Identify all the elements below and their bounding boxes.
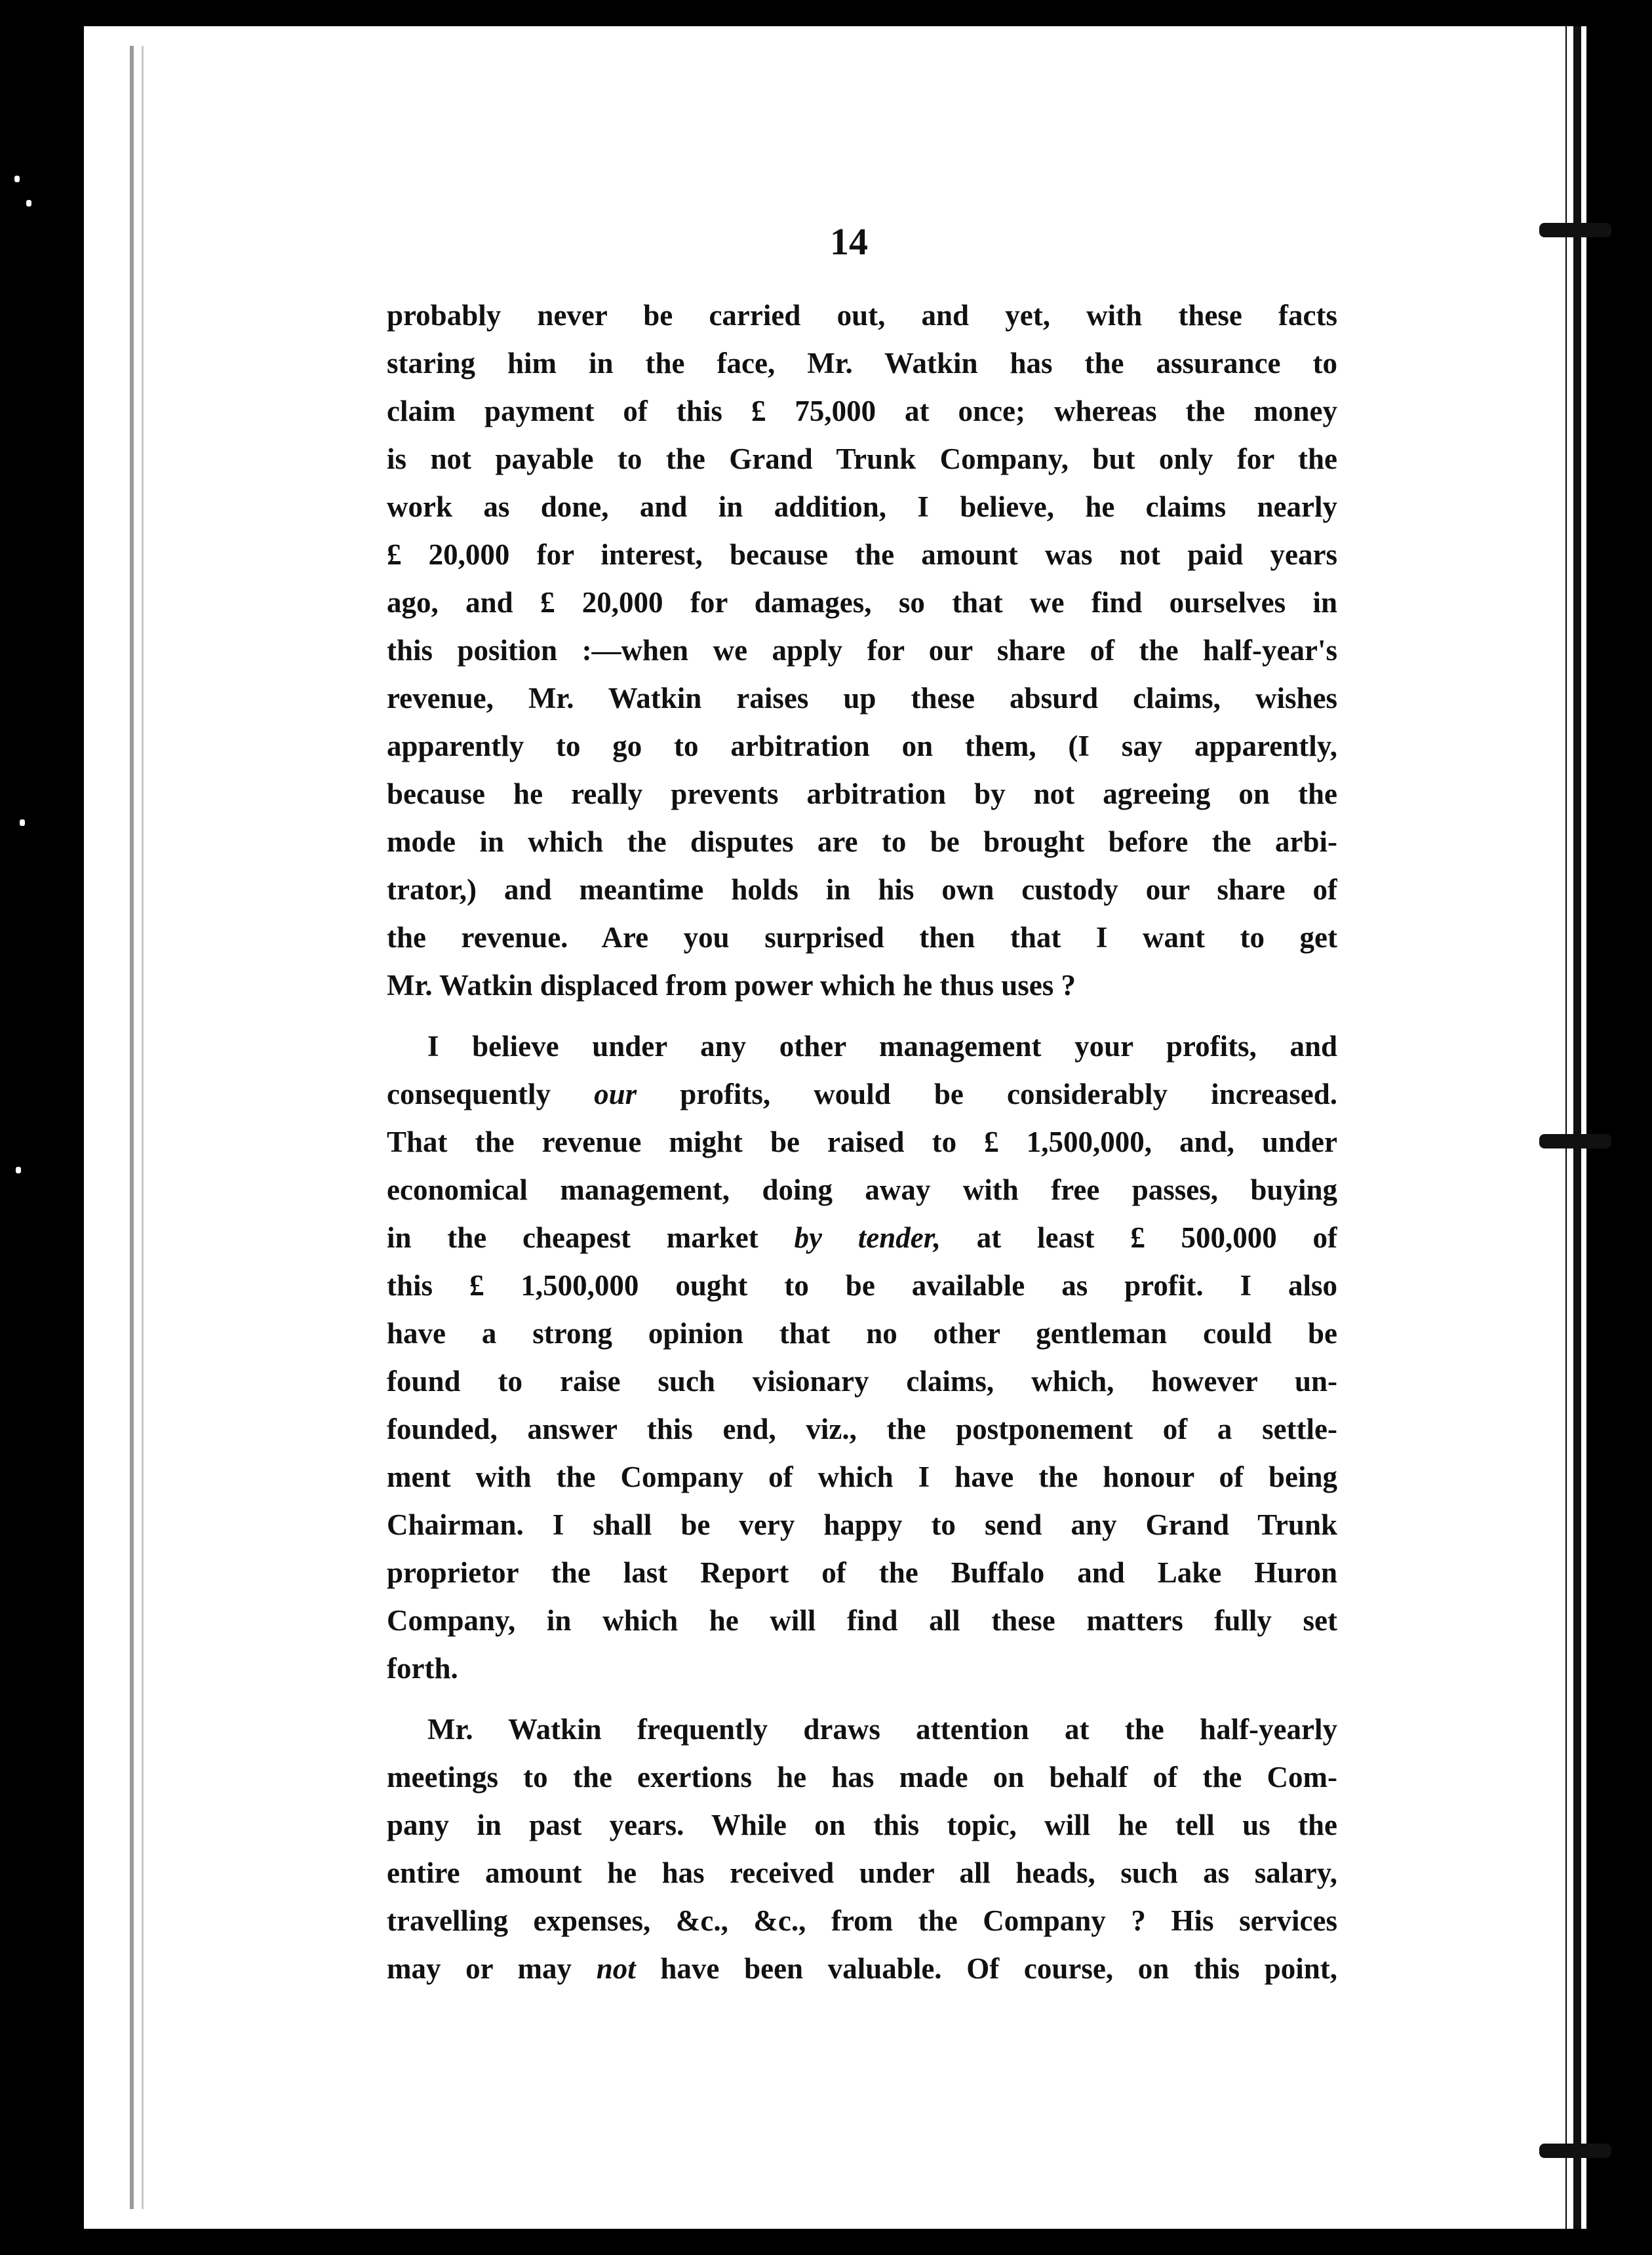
paragraph-3 [387,1706,1337,1993]
page-edge-shadow [130,46,134,2209]
text-line: claim payment of this £ 75,000 at once; whereas the money [387,395,1337,427]
text-line: proprietor the last Report of the Buffalo and Lake Huron [387,1556,1337,1589]
scan-speck [14,176,20,182]
emphasis: our [594,1078,637,1110]
binding-tie [1539,223,1611,237]
text-line: £ 20,000 for interest, because the amount was not paid years [387,538,1337,571]
text-line: revenue, Mr. Watkin raises up these absurd claims, wishes [387,682,1337,715]
text-line: because he really prevents arbitration by not agreeing on the [387,777,1337,810]
text-line: found to raise such visionary claims, which, however un- [387,1365,1337,1398]
text-line: Mr. Watkin frequently draws attention at the half-yearly [427,1713,1337,1746]
text-line: consequently our profits, would be considerably increased. [387,1078,1337,1110]
text-line: the revenue. Are you surprised then that I want to get [387,921,1337,954]
emphasis: by tender, [794,1221,941,1254]
text-line: ago, and £ 20,000 for damages, so that we find ourselves in [387,586,1337,619]
paragraph-2 [387,1023,1337,1693]
text-line: probably never be carried out, and yet, with these facts [387,299,1337,332]
emphasis: not [596,1952,636,1985]
text-line: pany in past years. While on this topic, will he tell us the [387,1809,1337,1841]
text-line: That the revenue might be raised to £ 1,500,000, and, under [387,1126,1337,1158]
text-line: may or may not have been valuable. Of course, on this point, [387,1952,1337,1985]
text-line: have a strong opinion that no other gentleman could be [387,1317,1337,1350]
binding-spine [1573,26,1581,2229]
text-line: meetings to the exertions he has made on behalf of the Com- [387,1761,1337,1794]
page-edge-shadow-inner [142,46,144,2209]
text-line: in the cheapest market by tender, at least £ 500,000 of [387,1221,1337,1254]
text-line: forth. [387,1652,458,1685]
binding-strip [1567,26,1586,2229]
scan-speck [26,200,31,206]
binding-tie [1539,1134,1611,1148]
text-line: founded, answer this end, viz., the postponement of a settle- [387,1413,1337,1445]
scan-speck [16,1167,21,1173]
text-line: entire amount he has received under all heads, such as salary, [387,1856,1337,1889]
body-text [387,292,1337,1993]
page-number: 14 [830,220,868,263]
binding-tie [1539,2144,1611,2158]
text-line: is not payable to the Grand Trunk Company, but only for the [387,442,1337,475]
paragraph-1 [387,292,1337,1010]
text-line: economical management, doing away with free passes, buying [387,1173,1337,1206]
text-line: mode in which the disputes are to be brought before the arbi- [387,825,1337,858]
text-line: Chairman. I shall be very happy to send any Grand Trunk [387,1508,1337,1541]
text-line: trator,) and meantime holds in his own custody our share of [387,873,1337,906]
text-line: work as done, and in addition, I believe, he claims nearly [387,490,1337,523]
text-line: apparently to go to arbitration on them, (I say apparently, [387,730,1337,762]
text-line: I believe under any other management your profits, and [427,1030,1337,1063]
scan-speck [20,819,25,826]
text-line: ment with the Company of which I have the honour of being [387,1461,1337,1493]
text-line: Company, in which he will find all these matters fully set [387,1604,1337,1637]
text-line: Mr. Watkin displaced from power which he thus uses ? [387,969,1076,1002]
text-line: travelling expenses, &c., &c., from the Company ? His services [387,1904,1337,1937]
text-line: staring him in the face, Mr. Watkin has the assurance to [387,347,1337,380]
text-line: this £ 1,500,000 ought to be available as profit. I also [387,1269,1337,1302]
text-line: this position :—when we apply for our share of the half-year's [387,634,1337,667]
